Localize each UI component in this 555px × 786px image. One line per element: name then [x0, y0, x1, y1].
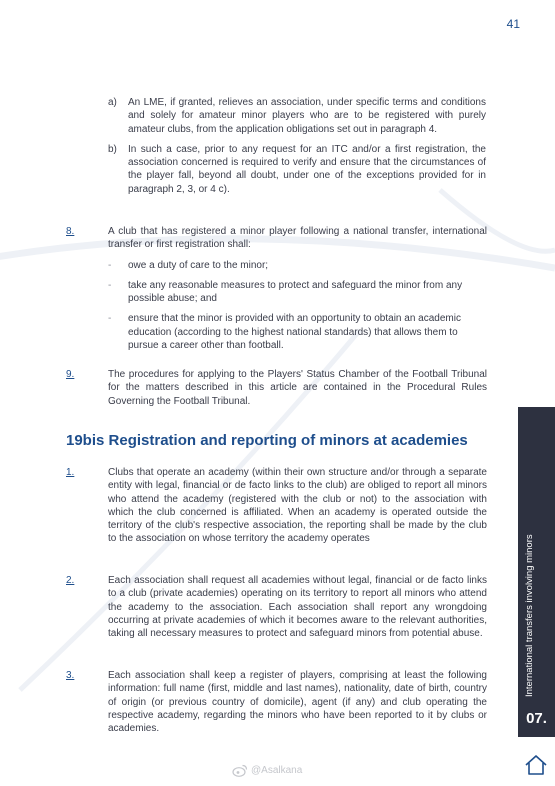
sub-item-text: In such a case, prior to any request for an ITC and/or a first registration, the association concerned is required to verify and ensure that the circumstances of the player fall, beyond all doubt, under one of the exceptions provided for in paragraph 2, 3, or 4 c).	[128, 143, 486, 195]
paragraph-text: The procedures for applying to the Players' Status Chamber of the Football Tribunal for the matters described in this article are contained in the Procedural Rules Governing the Football Tribunal.	[108, 369, 487, 407]
paragraph-body	[108, 225, 487, 352]
chapter-number: 07.	[526, 710, 547, 727]
sub-item-a	[108, 96, 486, 136]
sub-item-b	[108, 143, 486, 196]
bullet-dash: -	[108, 279, 112, 291]
home-icon	[523, 753, 549, 777]
paragraph-body	[108, 368, 487, 408]
paragraph-9	[66, 368, 487, 408]
sub-item-marker: b)	[108, 143, 117, 155]
bullet-text: take any reasonable measures to protect and safeguard the minor from any possible abuse; and	[128, 279, 463, 305]
paragraph-number-link[interactable]: 9.	[66, 369, 75, 380]
weibo-icon	[232, 764, 248, 777]
watermark-text: @Asalkana	[251, 765, 303, 776]
chapter-side-tab[interactable]	[518, 407, 555, 737]
paragraph-text: Clubs that operate an academy (within their own structure and/or through a separate entity with legal, financial or de facto links to the club) are obliged to report all minors who attend the academy (registered with the club or not) to the association with which the club concerned is affiliated. When an academy is operated outside the territory of the club's respective association, the reporting shall be made by the club to the association on whose territory the academy operates	[108, 467, 487, 545]
sub-items-list	[108, 96, 486, 203]
watermark	[232, 764, 302, 777]
home-button[interactable]	[520, 750, 552, 780]
bullet-text: owe a duty of care to the minor;	[128, 259, 269, 271]
bullet-text: ensure that the minor is provided with an opportunity to obtain an academic education (according to the highest national standards) that allows them to pursue a career other than football.	[128, 313, 461, 352]
bullet-dash: -	[108, 259, 112, 271]
section-paragraph-3	[66, 669, 487, 735]
bullet-item	[108, 312, 487, 352]
section-paragraph-1	[66, 466, 487, 546]
paragraph-number-link[interactable]: 2.	[66, 575, 75, 586]
sub-item-marker: a)	[108, 97, 117, 108]
section-paragraph-2	[66, 574, 487, 640]
paragraph-text: Each association shall keep a register of players, comprising at least the following information: full name (first, middle and last names), nationality, date of birth, country of origin (or previous country of domicile), agent (if any) and club operating the respective academy, regarding the minors who have been reported to it by clubs or academies.	[108, 670, 487, 735]
section-heading: 19bis Registration and reporting of minors at academies	[66, 432, 468, 449]
bullet-item	[108, 279, 487, 306]
bullet-dash: -	[108, 313, 112, 325]
page-number: 41	[506, 17, 520, 31]
paragraph-8	[66, 225, 487, 352]
paragraph-number-link[interactable]: 8.	[66, 226, 75, 237]
paragraph-text: A club that has registered a minor player following a national transfer, international transfer or first registration shall:	[108, 226, 487, 251]
paragraph-body	[108, 466, 487, 546]
paragraph-number-link[interactable]: 1.	[66, 467, 75, 478]
paragraph-number-link[interactable]: 3.	[66, 670, 75, 681]
bullet-item	[108, 259, 487, 272]
sub-item-text: An LME, if granted, relieves an association, under specific terms and conditions and solely for amateur minor players who are to be registered with purely amateur clubs, from the application obligations set out in paragraph 4.	[128, 97, 486, 135]
paragraph-body	[108, 669, 487, 735]
paragraph-text: Each association shall request all academies without legal, financial or de facto links to a club (private academies) operating on its territory to report all minors who attend the academy to the association. Each association shall report any wrongdoing occurring at private academies of which it becomes aware to the relevant authorities, taking all necessary measures to protect and safeguard minors from potential abuse.	[108, 575, 487, 640]
chapter-title: International transfers involving minors	[524, 534, 535, 697]
paragraph-body	[108, 574, 487, 640]
